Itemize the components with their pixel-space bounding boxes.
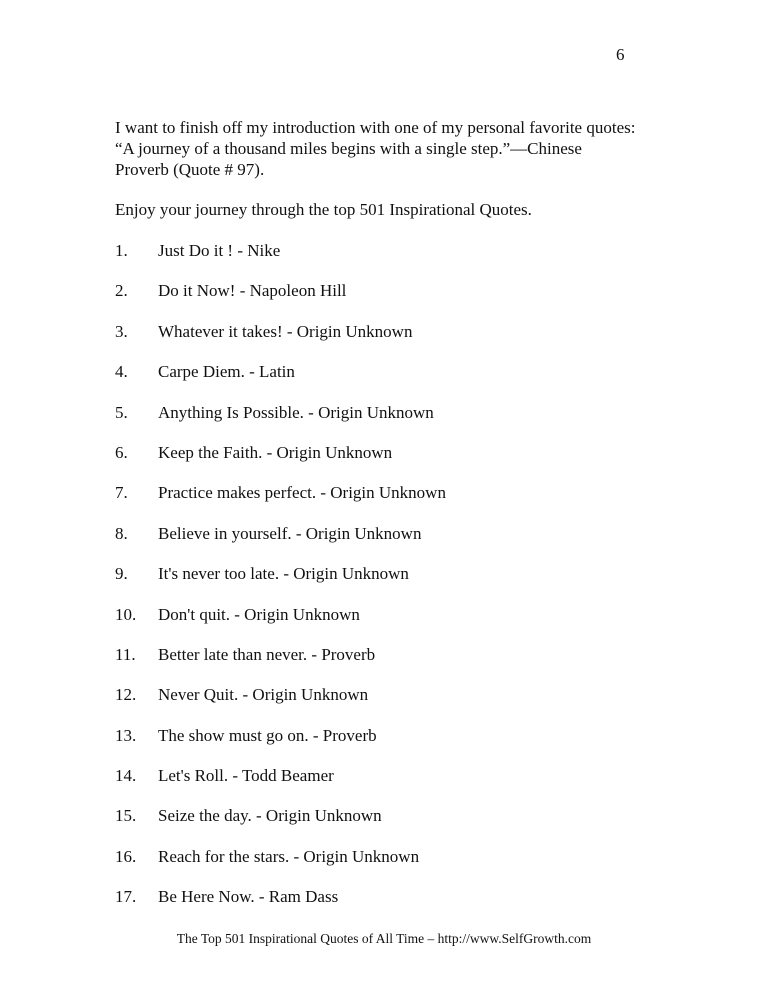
- quote-text: Keep the Faith. - Origin Unknown: [158, 442, 393, 462]
- quote-text: Carpe Diem. - Latin: [158, 362, 295, 382]
- intro-line: I want to finish off my introduction with one of my personal favorite quotes:: [115, 118, 636, 137]
- quote-number: 14.: [115, 766, 137, 786]
- page-footer: The Top 501 Inspirational Quotes of All Time – http://www.SelfGrowth.com: [176, 931, 592, 946]
- quote-number: 15.: [115, 806, 137, 826]
- quote-number: 11.: [115, 644, 136, 664]
- quote-text: Practice makes perfect. - Origin Unknown: [158, 483, 446, 503]
- quote-text: Seize the day. - Origin Unknown: [158, 806, 382, 826]
- quote-number: 5.: [115, 402, 128, 422]
- quote-text: Just Do it ! - Nike: [158, 241, 281, 260]
- intro-line: Proverb (Quote # 97).: [115, 160, 265, 179]
- quote-text: Believe in yourself. - Origin Unknown: [158, 523, 422, 543]
- quote-text: Be Here Now. - Ram Dass: [158, 887, 339, 907]
- quote-text: It's never too late. - Origin Unknown: [158, 564, 409, 584]
- quote-number: 8.: [115, 523, 128, 543]
- quote-number: 16.: [115, 846, 137, 866]
- quote-text: The show must go on. - Proverb: [158, 725, 377, 745]
- quote-number: 7.: [115, 483, 128, 503]
- quote-number: 13.: [115, 725, 137, 745]
- quote-number: 17.: [115, 887, 137, 907]
- quote-number: 6.: [115, 442, 128, 462]
- page-number: 6: [616, 45, 625, 64]
- quote-text: Never Quit. - Origin Unknown: [158, 685, 369, 705]
- quote-text: Better late than never. - Proverb: [158, 644, 376, 664]
- quote-number: 10.: [115, 604, 137, 624]
- quote-text: Let's Roll. - Todd Beamer: [158, 766, 334, 786]
- quote-text: Do it Now! - Napoleon Hill: [158, 281, 347, 301]
- quote-text: Reach for the stars. - Origin Unknown: [158, 846, 420, 866]
- enjoy-line: Enjoy your journey through the top 501 Inspirational Quotes.: [115, 200, 532, 219]
- quote-number: 3.: [115, 321, 128, 341]
- quote-number: 12.: [115, 685, 137, 705]
- intro-line: “A journey of a thousand miles begins with a single step.”—Chinese: [115, 139, 582, 158]
- quote-text: Anything Is Possible. - Origin Unknown: [158, 402, 434, 422]
- quote-text: Whatever it takes! - Origin Unknown: [158, 321, 413, 341]
- quote-number: 1.: [115, 241, 128, 260]
- quote-number: 4.: [115, 362, 128, 382]
- intro-paragraph: [115, 117, 675, 180]
- quote-text: Don't quit. - Origin Unknown: [158, 604, 360, 624]
- quote-number: 2.: [115, 281, 128, 301]
- quote-number: 9.: [115, 564, 128, 584]
